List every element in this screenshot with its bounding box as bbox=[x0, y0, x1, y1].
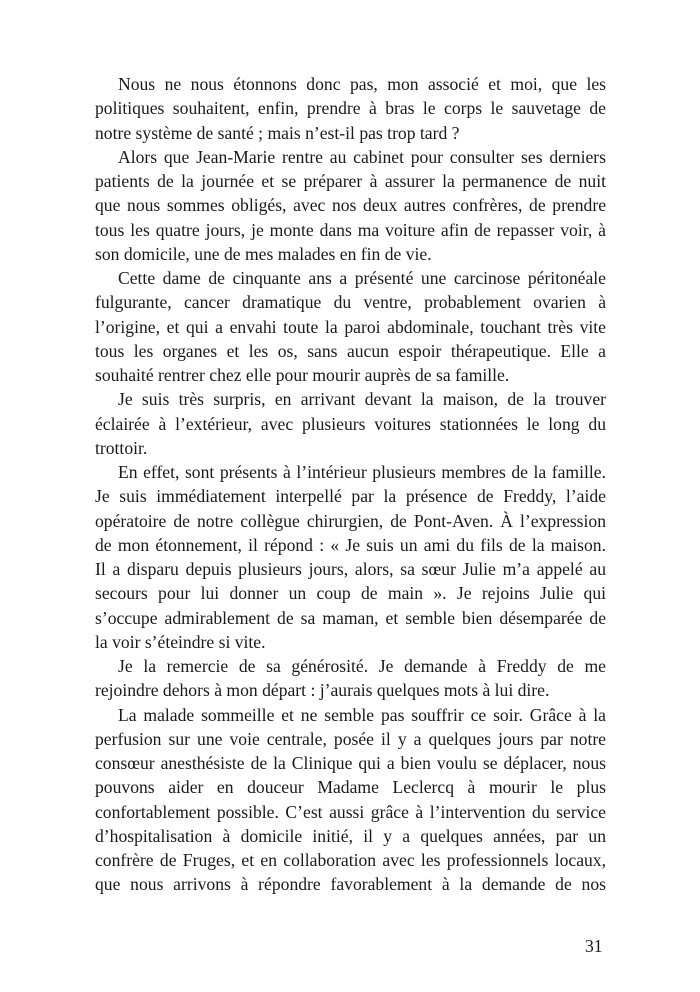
text-line: perfusion sur une voie centrale, posée il y a quelques jours par notre bbox=[95, 728, 606, 749]
text-line: de mon étonnement, il répond : « Je suis un ami du fils de la maison. bbox=[95, 534, 606, 555]
text-line: son domicile, une de mes malades en fin de vie. bbox=[95, 243, 432, 264]
text-line: En effet, sont présents à l’intérieur plusieurs membres de la famille. bbox=[118, 462, 606, 482]
paragraph bbox=[95, 145, 606, 266]
text-line: que nous arrivons à répondre favorablement à la demande de nos bbox=[95, 874, 606, 895]
paragraph bbox=[95, 387, 606, 460]
text-line: trottoir. bbox=[95, 437, 148, 458]
text-line: rejoindre dehors à mon départ : j’aurais quelques mots à lui dire. bbox=[95, 680, 550, 701]
text-line: l’origine, et qui a envahi toute la paroi abdominale, touchant très vite bbox=[95, 316, 606, 337]
paragraph bbox=[95, 654, 606, 703]
text-line: d’hospitalisation à domicile initié, il y a quelques années, par un bbox=[95, 825, 606, 846]
text-line: secours pour lui donner un coup de main ». Je rejoins Julie qui bbox=[95, 583, 606, 604]
text-line: souhaité rentrer chez elle pour mourir auprès de sa famille. bbox=[95, 365, 510, 385]
text-line: Cette dame de cinquante ans a présenté une carcinose péritonéale bbox=[118, 268, 606, 288]
text-line: opératoire de notre collègue chirurgien, de Pont-Aven. À l’expression bbox=[95, 510, 606, 531]
text-line: fulgurante, cancer dramatique du ventre, probablement ovarien à bbox=[95, 292, 606, 313]
text-line: éclairée à l’extérieur, avec plusieurs voitures stationnées le long du bbox=[95, 413, 606, 434]
text-line: Alors que Jean-Marie rentre au cabinet pour consulter ses derniers bbox=[118, 146, 606, 167]
text-line: confrère de Fruges, et en collaboration avec les professionnels locaux, bbox=[95, 850, 606, 870]
text-line: pouvons aider en douceur Madame Leclercq à mourir le plus bbox=[95, 777, 606, 798]
text-line: s’occupe admirablement de sa maman, et semble bien désemparée de bbox=[95, 607, 606, 628]
text-line: tous les quatre jours, je monte dans ma voiture afin de repasser voir, à bbox=[95, 219, 606, 240]
paragraph bbox=[95, 460, 606, 654]
paragraph bbox=[95, 266, 606, 387]
text-line: Je suis immédiatement interpellé par la présence de Freddy, l’aide bbox=[95, 486, 606, 507]
text-line: patients de la journée et se préparer à assurer la permanence de nuit bbox=[95, 171, 606, 191]
text-line: politiques souhaitent, enfin, prendre à bras le corps le sauvetage de bbox=[95, 98, 606, 119]
page-number: 31 bbox=[585, 936, 603, 956]
text-line: Nous ne nous étonnons donc pas, mon associé et moi, que les bbox=[118, 74, 606, 94]
text-line: notre système de santé ; mais n’est-il pas trop tard ? bbox=[95, 122, 460, 143]
text-line: confortablement possible. C’est aussi grâce à l’intervention du service bbox=[95, 801, 606, 822]
page-body-text bbox=[95, 72, 606, 897]
text-line: Je la remercie de sa générosité. Je demande à Freddy de me bbox=[118, 656, 606, 676]
text-line: que nous sommes obligés, avec nos deux autres confrères, de prendre bbox=[95, 195, 606, 216]
paragraph bbox=[95, 703, 606, 897]
text-line: Je suis très surpris, en arrivant devant la maison, de la trouver bbox=[118, 389, 606, 410]
paragraph bbox=[95, 72, 606, 145]
text-line: consœur anesthésiste de la Clinique qui a bien voulu se déplacer, nous bbox=[95, 753, 606, 773]
text-line: tous les organes et les os, sans aucun espoir thérapeutique. Elle a bbox=[95, 340, 606, 361]
text-line: la voir s’éteindre si vite. bbox=[95, 631, 266, 652]
text-line: La malade sommeille et ne semble pas souffrir ce soir. Grâce à la bbox=[118, 704, 606, 725]
text-line: Il a disparu depuis plusieurs jours, alors, sa sœur Julie m’a appelé au bbox=[95, 559, 606, 579]
